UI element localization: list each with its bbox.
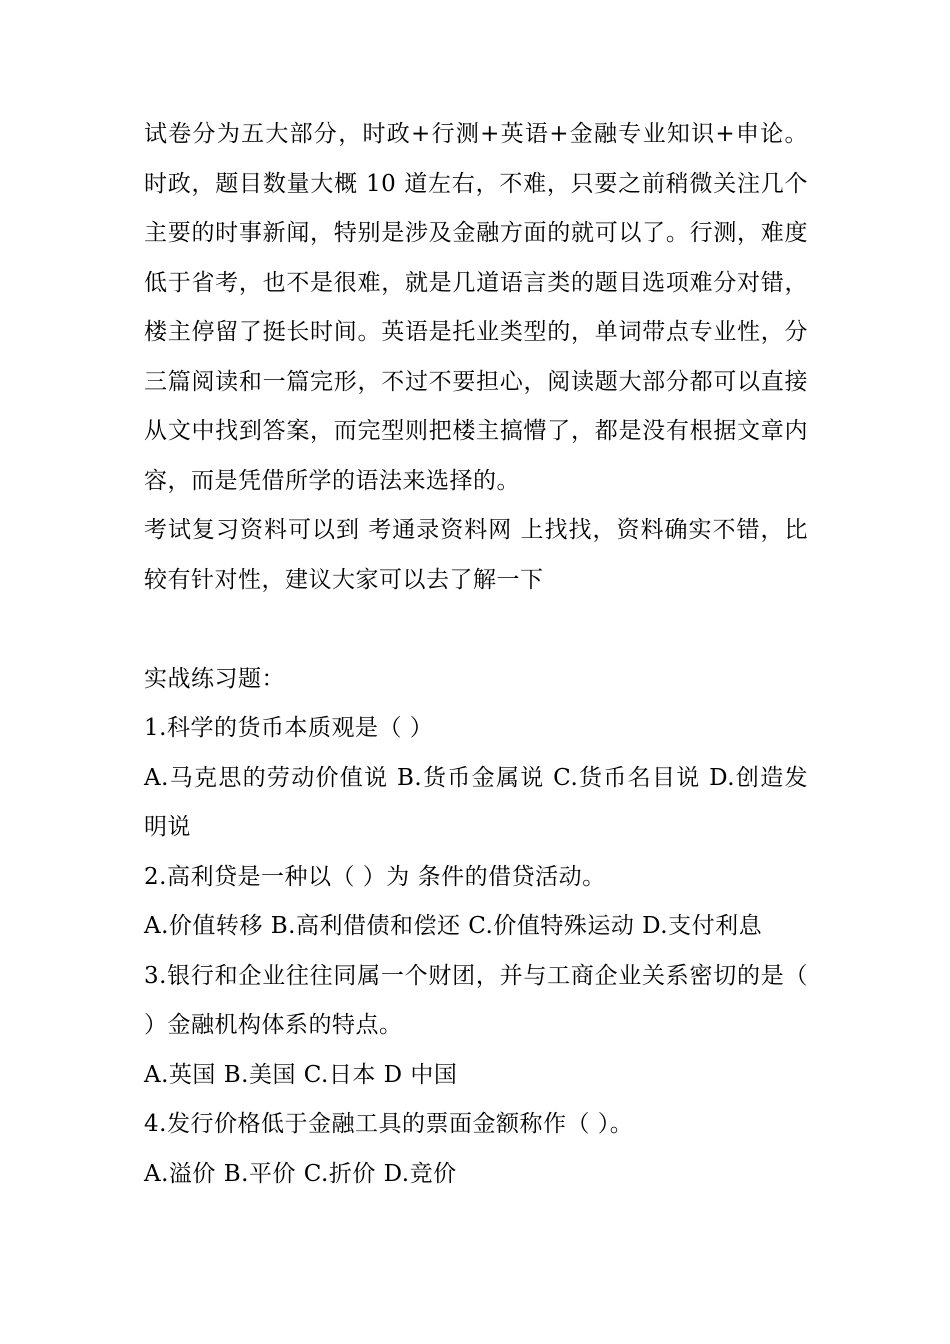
practice-heading: 实战练习题：	[144, 665, 285, 692]
question-2-text: 2.高利贷是一种以（ ）为 条件的借贷活动。	[144, 863, 606, 890]
question-3-text: 3.银行和企业往往同属一个财团，并与工商企业关系密切的是（ ）金融机构体系的特点。	[144, 962, 808, 1038]
question-3-options: A.英国 B.美国 C.日本 D 中国	[144, 1061, 458, 1088]
question-1-text: 1.科学的货币本质观是（ ）	[144, 715, 434, 741]
question-4-options: A.溢价 B.平价 C.折价 D.竞价	[144, 1160, 457, 1187]
intro-paragraph: 试卷分为五大部分，时政+行测+英语+金融专业知识+申论。时政，题目数量大概 10 道左右，不难，只要之前稍微关注几个主要的时事新闻，特别是涉及金融方面的就可以了。行测，难度低于省考，也不是很难，就是几道语言类的题目选项难分对错，楼主停留了挺长时间。英语是托业类型的，单词带点专业性，分三篇阅读和一篇完形，不过不要担心，阅读题大部分都可以直接从文中找到答案，而完型则把楼主搞懵了，都是没有根据文章内容，而是凭借所学的语法来选择的。	[144, 121, 808, 494]
resource-paragraph: 考试复习资料可以到 考通录资料网 上找找，资料确实不错，比较有针对性，建议大家可以去了解一下	[144, 517, 808, 593]
document-body	[144, 110, 808, 1199]
question-4-text: 4.发行价格低于金融工具的票面金额称作（ ）。	[144, 1111, 634, 1137]
question-2-options: A.价值转移 B.高利借债和偿还 C.价值特殊运动 D.支付利息	[144, 913, 763, 939]
blank-line	[144, 605, 808, 655]
question-1-options: A.马克思的劳动价值说 B.货币金属说 C.货币名目说 D.创造发明说	[144, 764, 808, 840]
